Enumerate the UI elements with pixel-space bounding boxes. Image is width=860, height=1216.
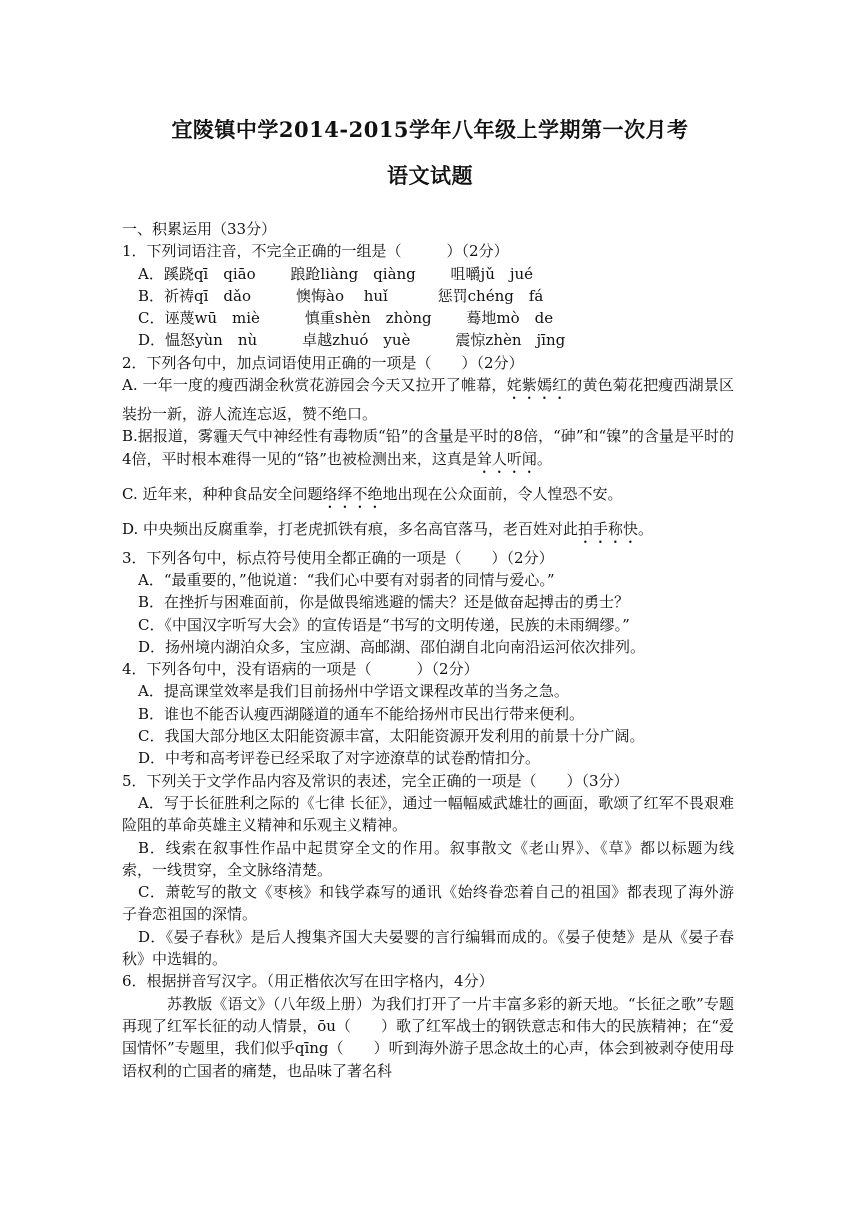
q2-a-text-post: 的黄色菊花把瘦西湖景区装扮一新，游人流连忘返，赞不绝口。 [122, 376, 734, 424]
q6-stem: 6．根据拼音写汉字。（用正楷依次写在田字格内，4分） [122, 972, 494, 991]
q5-option-c: C．萧乾写的散文《枣核》和钱学森写的通讯《始终眷恋着自己的祖国》都表现了海外游子眷恋祖国的深情。 [122, 883, 734, 924]
q4-option-d: D．中考和高考评卷已经采取了对字迹潦草的试卷酌情扣分。 [138, 749, 541, 768]
q4-option-a: A．提高课堂效率是我们目前扬州中学语文课程改革的当务之急。 [138, 682, 569, 701]
q1-option-a: A．蹊跷qī qiāo 踉跄liàng qiàng 咀嚼jǔ jué [138, 264, 534, 283]
q2-c-text-post: 地出现在公众面前，令人惶恐不安。 [382, 484, 623, 503]
q5-stem: 5．下列关于文学作品内容及常识的表述，完全正确的一项是（ ）（3分） [122, 771, 629, 790]
q3-option-c: C．《中国汉字听写大会》的宣传语是“书写的文明传递，民族的未雨绸缪。” [138, 615, 630, 634]
exam-content [122, 218, 734, 1082]
q2-b-text-pre: B.据报道，雾霾天气中神经性有毒物质“铅”的含量是平时的8倍，“砷”和“镍”的含量是平时的4倍，平时根本难得一见的“铬”也被检测出来，这真是 [122, 427, 734, 468]
q4-option-c: C．我国大部分地区太阳能资源丰富，太阳能资源开发利用的前景十分广阔。 [138, 727, 645, 746]
q2-b-dotted-word: 耸人听闻 [476, 449, 537, 468]
exam-subtitle: 语文试题 [387, 163, 473, 188]
q2-d-text-post: 。 [638, 519, 654, 538]
q2-option-b [122, 425, 734, 476]
q1-stem: 1．下列词语注音，不完全正确的一组是（ ）（2分） [122, 242, 509, 261]
q2-b-text-post: 。 [536, 449, 552, 468]
exam-title: 宜陵镇中学2014-2015学年八年级上学期第一次月考 [171, 117, 689, 142]
q2-a-text-pre: A. 一年一度的瘦西湖金秋赏花游园会今天又拉开了帷幕， [122, 376, 507, 395]
q1-option-d: D．愠怒yùn nù 卓越zhuó yuè 震惊zhèn jīng [138, 331, 566, 350]
q3-stem: 3．下列各句中，标点符号使用全都正确的一项是（ ）（2分） [122, 548, 554, 567]
q2-option-d [122, 518, 734, 547]
q3-option-d: D．扬州境内湖泊众多，宝应湖、高邮湖、邵伯湖自北向南沿运河依次排列。 [138, 637, 646, 656]
q2-c-dotted-word: 络绎不绝 [322, 484, 383, 503]
q5-option-a: A．写于长征胜利之际的《七律 长征》，通过一幅幅威武雄壮的画面，歌颂了红军不畏艰难险阻的革命英雄主义精神和乐观主义精神。 [122, 793, 734, 835]
q5-option-b: B．线索在叙事性作品中起贯穿全文的作用。叙事散文《老山界》、《草》都以标题为线索，一线贯穿，全文脉络清楚。 [122, 838, 734, 879]
section-heading: 一、积累运用（33分） [122, 220, 277, 238]
q3-option-b: B．在挫折与困难面前，你是做畏缩逃避的懦夫？还是做奋起搏击的勇士？ [138, 593, 630, 612]
q2-d-dotted-word: 拍手称快 [578, 519, 639, 538]
q2-option-c [122, 483, 734, 512]
q5-option-d: D．《晏子春秋》是后人搜集齐国大夫晏婴的言行编辑而成的。《晏子使楚》是从《晏子春秋》中选辑的。 [122, 927, 734, 969]
q1-option-b: B．祈祷qī dǎo 懊悔ào huǐ 惩罚chéng fá [138, 286, 544, 305]
q6-paragraph: 苏教版《语文》（八年级上册）为我们打开了一片丰富多彩的新天地。“长征之歌”专题再现了红军长征的动人情景，ōu（ ）歌了红军战士的钢铁意志和伟大的民族精神；在“爱国情怀”专题里，我们似乎qīng（ ）听到海外游子思念故土的心声，体会到被剥夺使用母语权利的亡国者的痛楚，也品味了著名科 [122, 994, 734, 1080]
q2-a-dotted-word: 姹紫嫣红 [506, 376, 568, 395]
q1-option-c: C．诬蔑wū miè 慎重shèn zhòng 蓦地mò de [138, 309, 554, 328]
q2-stem: 2．下列各句中，加点词语使用正确的一项是（ ）（2分） [122, 353, 524, 372]
q4-stem: 4．下列各句中，没有语病的一项是（ ）（2分） [122, 660, 479, 679]
q3-option-a: A．“最重要的，”他说道：“我们心中要有对弱者的同情与爱心。” [138, 570, 555, 589]
q2-option-a [122, 374, 734, 425]
q2-c-text-pre: C. 近年来，种种食品安全问题 [122, 484, 323, 503]
q2-d-text-pre: D. 中央频出反腐重拳，打老虎抓铁有痕，多名高官落马，老百姓对此 [122, 519, 579, 538]
q4-option-b: B．谁也不能否认瘦西湖隧道的通车不能给扬州市民出行带来便利。 [138, 704, 585, 723]
